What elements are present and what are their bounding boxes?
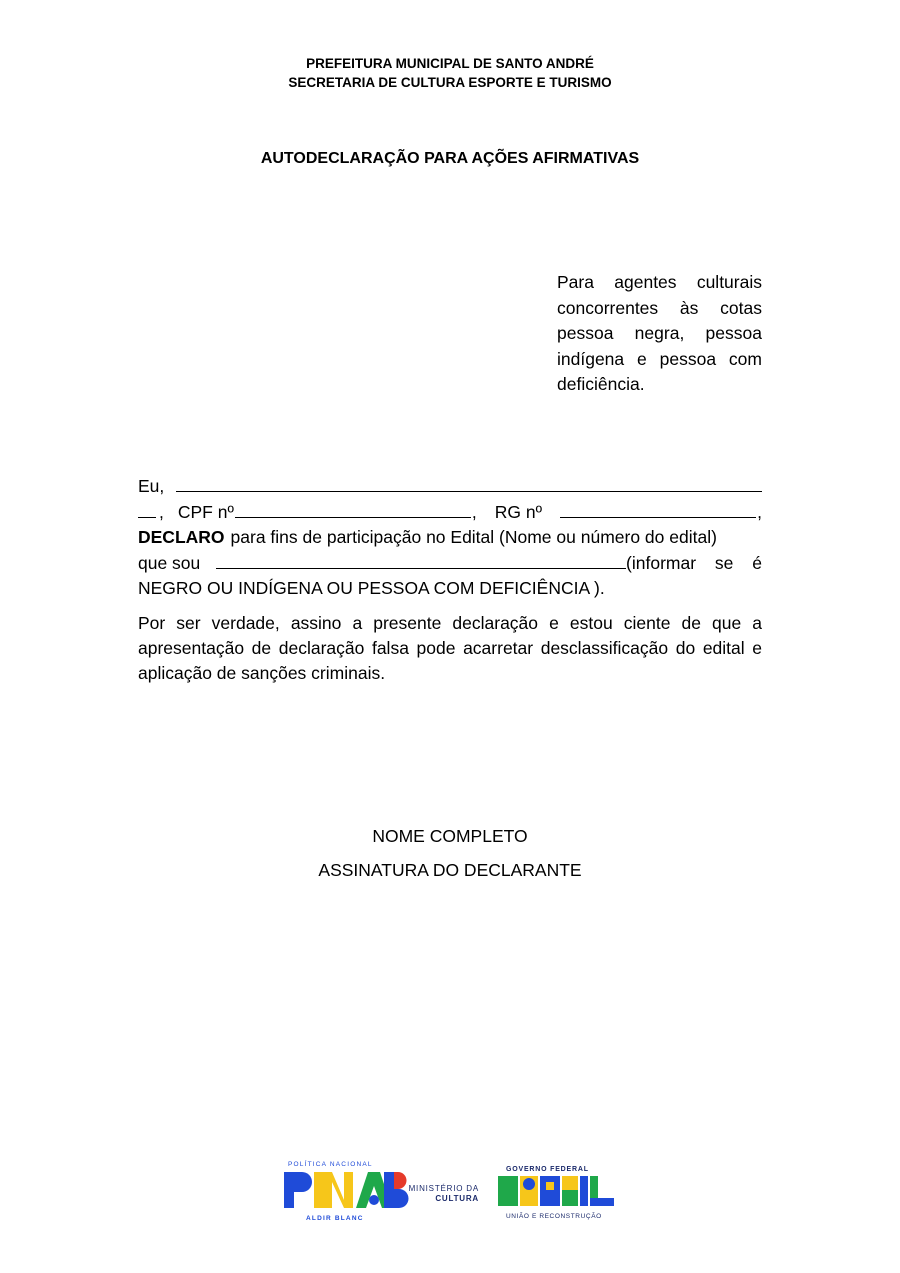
header-line-2: SECRETARIA DE CULTURA ESPORTE E TURISMO bbox=[288, 75, 612, 90]
declaro-label: DECLARO bbox=[138, 527, 225, 547]
signature-name: NOME COMPLETO bbox=[372, 826, 528, 846]
governo-federal-logo bbox=[498, 1166, 614, 1220]
rg-blank[interactable] bbox=[560, 499, 756, 518]
government-logos bbox=[284, 1158, 624, 1224]
options-line bbox=[138, 576, 762, 601]
rg-label: RG nº bbox=[494, 502, 542, 522]
informar-label: (informar se é bbox=[626, 553, 762, 573]
audience-note: Para agentes culturais concorrentes às cotas pessoa negra, pessoa indígena e pessoa com deficiência. bbox=[557, 272, 762, 394]
ministerio-line-1: MINISTÉRIO DA bbox=[408, 1184, 479, 1193]
pnab-top-text: POLÍTICA NACIONAL bbox=[288, 1161, 373, 1168]
que-sou-line bbox=[138, 550, 762, 576]
name-line bbox=[138, 473, 762, 499]
gov-bottom-text: UNIÃO E RECONSTRUÇÃO bbox=[506, 1213, 602, 1220]
document-title: AUTODECLARAÇÃO PARA AÇÕES AFIRMATIVAS bbox=[260, 150, 640, 167]
cpf-blank[interactable] bbox=[235, 499, 471, 518]
declaro-text: para fins de participação no Edital (Nome ou número do edital) bbox=[230, 527, 717, 547]
declaro-line bbox=[138, 525, 762, 550]
document-header bbox=[0, 54, 900, 92]
cpf-label: CPF nº bbox=[177, 502, 234, 522]
id-line: , CPF nº , RG nº , bbox=[138, 499, 762, 525]
truth-statement: Por ser verdade, assino a presente declaração e estou ciente de que a apresentação de declaração falsa pode acarretar desclassificação do edital e aplicação de sanções criminais. bbox=[138, 613, 762, 683]
ministerio-logo bbox=[409, 1184, 479, 1203]
declaration-paragraph bbox=[138, 473, 762, 686]
name-blank[interactable] bbox=[176, 473, 762, 492]
options-text: NEGRO OU INDÍGENA OU PESSOA COM DEFICIÊNCIA ). bbox=[138, 578, 605, 598]
header-line-1: PREFEITURA MUNICIPAL DE SANTO ANDRÉ bbox=[306, 56, 594, 71]
eu-label: Eu, bbox=[138, 476, 165, 496]
footer-logos bbox=[284, 1158, 624, 1224]
signature-label: ASSINATURA DO DECLARANTE bbox=[318, 860, 582, 880]
ministerio-line-2: CULTURA bbox=[435, 1194, 479, 1203]
que-sou-label: que sou bbox=[138, 553, 201, 573]
pnab-bottom-text: ALDIR BLANC bbox=[306, 1215, 364, 1222]
gov-top-text: GOVERNO FEDERAL bbox=[506, 1166, 589, 1173]
pnab-logo bbox=[284, 1159, 409, 1222]
name-blank-continuation[interactable] bbox=[138, 499, 156, 518]
category-blank[interactable] bbox=[216, 550, 626, 569]
